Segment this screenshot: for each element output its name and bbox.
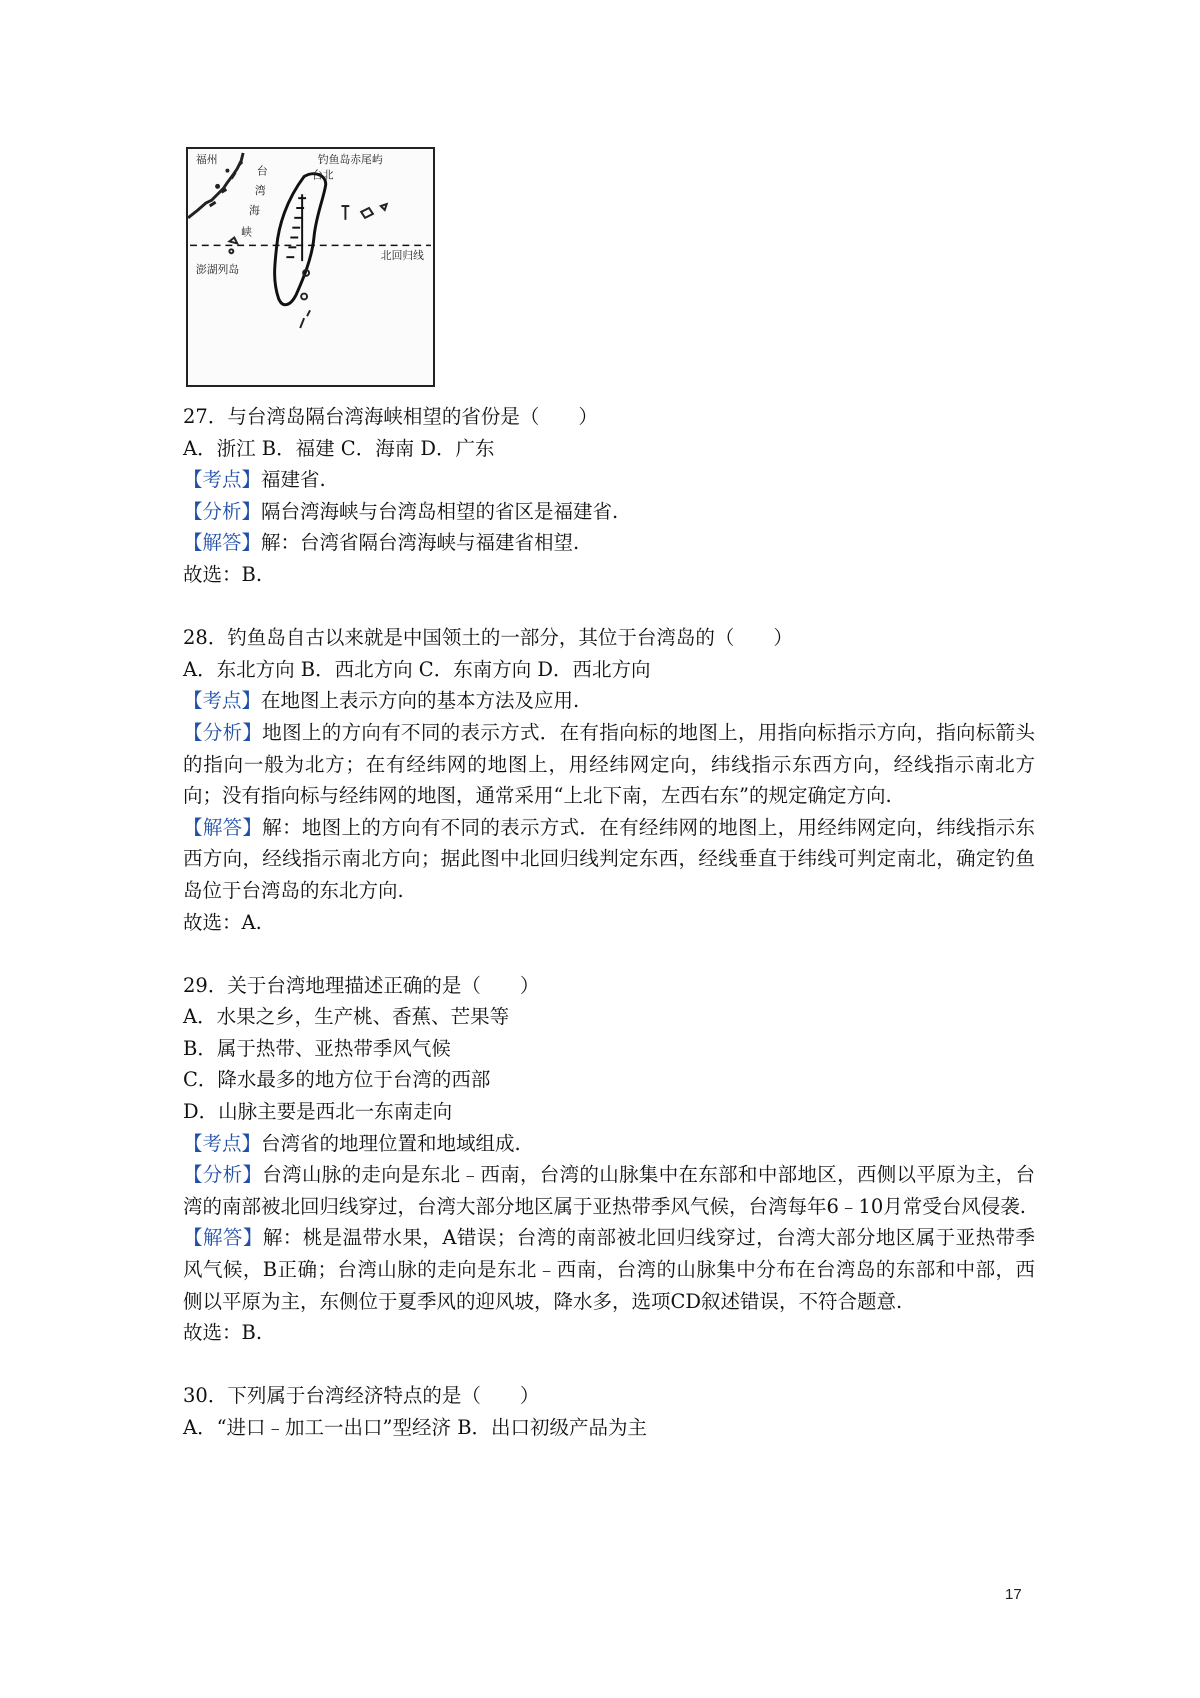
- question-27-title: 27．与台湾岛隔台湾海峡相望的省份是（ ）: [183, 405, 598, 428]
- jieda-tag: 【解答】: [183, 815, 263, 839]
- question-29-kaodian: [183, 1128, 1035, 1160]
- map-label-strait-3: 海: [249, 203, 260, 217]
- question-27-kaodian: [183, 464, 1035, 496]
- kaodian-text: 福建省.: [261, 468, 326, 492]
- fenxi-text: 地图上的方向有不同的表示方式．在有指向标的地图上，用指向标指示方向，指向标箭头的指向一般为北方；在有经纬网的地图上，用经纬网定向，纬线指示东西方向，经线指示南北方向；没有指向标与经纬网的地图，通常采用“上北下南，左西右东”的规定确定方向.: [183, 720, 1035, 808]
- question-28-title: 28．钓鱼岛自古以来就是中国领土的一部分，其位于台湾岛的（ ）: [183, 626, 793, 650]
- jieda-tag: 【解答】: [183, 531, 262, 555]
- question-29-option-c: C．降水最多的地方位于台湾的西部: [183, 1068, 491, 1092]
- jieda-tag: 【解答】: [183, 1226, 263, 1250]
- question-29-option-b: B．属于热带、亚热带季风气候: [183, 1036, 451, 1060]
- question-29-jieda: [183, 1222, 1035, 1317]
- kaodian-tag: 【考点】: [183, 1131, 262, 1155]
- fenxi-tag: 【分析】: [183, 1163, 263, 1187]
- question-28-fenxi: [183, 717, 1035, 812]
- map-label-fuzhou: 福州: [195, 152, 218, 166]
- fenxi-tag: 【分析】: [183, 499, 262, 523]
- question-28-options: A．东北方向 B．西北方向 C．东南方向 D．西北方向: [183, 657, 651, 681]
- fenxi-tag: 【分析】: [183, 720, 263, 744]
- question-27-jieda: [183, 527, 1035, 559]
- jieda-text: 解：地图上的方向有不同的表示方式．在有经纬网的地图上，用经纬网定向，纬线指示东西方向，经线指示南北方向；据此图中北回归线判定东西，经线垂直于纬线可判定南北，确定钓鱼岛位于台湾岛的东北方向.: [183, 815, 1035, 902]
- central-mountain-range: [286, 194, 306, 261]
- question-28-jieda: [183, 812, 1035, 907]
- kaodian-text: 在地图上表示方向的基本方法及应用.: [261, 689, 580, 713]
- map-label-strait-4: 峡: [241, 225, 252, 239]
- question-content: [183, 401, 1035, 1444]
- map-label-taipei: 台北: [311, 168, 334, 182]
- question-29-fenxi: [183, 1159, 1035, 1222]
- taiwan-island: [275, 174, 326, 305]
- kaodian-tag: 【考点】: [183, 468, 262, 492]
- map-label-penghu: 澎湖列岛: [195, 262, 240, 276]
- question-30-title: 30．下列属于台湾经济特点的是（ ）: [183, 1384, 540, 1408]
- kaodian-text: 台湾省的地理位置和地域组成.: [261, 1131, 521, 1155]
- fenxi-text: 隔台湾海峡与台湾岛相望的省区是福建省.: [261, 499, 619, 523]
- diaoyu-islands: [341, 204, 386, 220]
- question-30-options: A．“进口﹣加工一出口”型经济 B．出口初级产品为主: [183, 1416, 648, 1439]
- question-29-title: 29．关于台湾地理描述正确的是（ ）: [183, 973, 540, 997]
- kaodian-tag: 【考点】: [183, 689, 262, 713]
- map-label-strait-2: 湾: [254, 184, 266, 198]
- question-29-option-a: A．水果之乡，生产桃、香蕉、芒果等: [183, 1005, 510, 1029]
- map-label-strait-1: 台: [256, 164, 268, 178]
- question-27-options: A．浙江 B．福建 C．海南 D．广东: [183, 436, 495, 460]
- map-label-diaoyu: 钓鱼岛赤尾屿: [317, 152, 383, 166]
- question-29-answer: 故选：B.: [183, 1321, 263, 1345]
- question-27-answer: 故选：B.: [183, 562, 263, 586]
- fenxi-text: 台湾山脉的走向是东北﹣西南，台湾的山脉集中在东部和中部地区，西侧以平原为主，台湾的南部被北回归线穿过，台湾大部分地区属于亚热带季风气候，台湾每年6﹣10月常受台风侵袭.: [183, 1163, 1035, 1218]
- question-27-fenxi: [183, 496, 1035, 528]
- question-29-option-d: D．山脉主要是西北一东南走向: [183, 1100, 453, 1124]
- jieda-text: 解：台湾省隔台湾海峡与福建省相望.: [261, 531, 580, 555]
- jieda-text: 解：桃是温带水果，A错误；台湾的南部被北回归线穿过，台湾大部分地区属于亚热带季风气候，B正确；台湾山脉的走向是东北﹣西南，台湾的山脉集中分布在台湾岛的东部和中部，西侧以平原为主，东侧位于夏季风的迎风坡，降水多，选项CD叙述错误，不符合题意.: [183, 1226, 1035, 1313]
- page-number: 17: [1005, 1586, 1022, 1603]
- question-28-answer: 故选：A.: [183, 910, 262, 934]
- taiwan-map-figure: [186, 147, 435, 387]
- map-label-tropic: 北回归线: [380, 249, 424, 263]
- taiwan-map: [188, 149, 433, 385]
- question-28-kaodian: [183, 685, 1035, 717]
